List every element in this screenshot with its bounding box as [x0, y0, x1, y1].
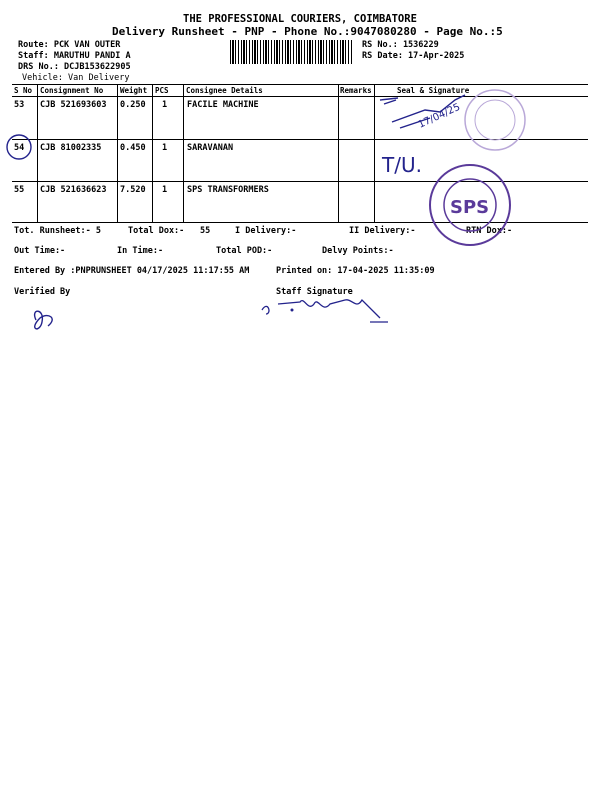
row-weight: 7.520	[120, 185, 146, 195]
printed-on: Printed on: 17-04-2025 11:35:09	[276, 266, 435, 276]
row-weight: 0.250	[120, 100, 146, 110]
i-delivery: I Delivery:-	[235, 226, 297, 236]
row-pcs: 1	[162, 143, 168, 153]
verified-signature	[35, 311, 53, 329]
in-time: In Time:-	[117, 246, 164, 256]
row2-handwritten-mark: T/U.	[382, 153, 422, 177]
staff-label: Staff: MARUTHU PANDI A	[18, 51, 131, 61]
sps-stamp-text: SPS	[450, 197, 490, 218]
col-header-seal: Seal & Signature	[397, 86, 470, 95]
staff-signature-label: Staff Signature	[276, 287, 353, 297]
row1-signature-date: 17/04/25	[416, 101, 462, 131]
sno-circle-mark	[7, 135, 31, 159]
entered-by: Entered By :PNPRUNSHEET 04/17/2025 11:17:55 AM	[14, 266, 250, 276]
row-pcs: 1	[162, 185, 168, 195]
ii-delivery: II Delivery:-	[349, 226, 416, 236]
total-pod: Total POD:-	[216, 246, 273, 256]
row-sno: 53	[14, 100, 25, 110]
faded-stamp	[465, 90, 525, 150]
drs-label: DRS No.: DCJB153622905	[18, 62, 131, 72]
row-consignment: CJB 81002335	[40, 143, 102, 153]
col-header-sno: S No	[14, 86, 33, 95]
row-consignment: CJB 521693603	[40, 100, 107, 110]
total-dox-value: 55	[200, 226, 211, 236]
row-consignment: CJB 521636623	[40, 185, 107, 195]
row-sno: 54	[14, 143, 25, 153]
out-time: Out Time:-	[14, 246, 66, 256]
staff-signature-scribble	[262, 300, 388, 322]
tot-runsheet: Tot. Runsheet:- 5	[14, 226, 101, 236]
col-header-remarks: Remarks	[340, 86, 372, 95]
col-header-consignment: Consignment No	[40, 86, 104, 95]
col-header-pcs: PCS	[155, 86, 169, 95]
row-consignee: FACILE MACHINE	[187, 100, 259, 110]
rs-date: RS Date: 17-Apr-2025	[362, 51, 465, 61]
total-dox-label: Total Dox:-	[128, 226, 185, 236]
row-weight: 0.450	[120, 143, 146, 153]
company-title: THE PROFESSIONAL COURIERS, COIMBATORE	[183, 13, 417, 25]
col-header-consignee: Consignee Details	[186, 86, 263, 95]
row-pcs: 1	[162, 100, 168, 110]
row-sno: 55	[14, 185, 25, 195]
runsheet-title: Delivery Runsheet - PNP - Phone No.:9047080280 - Page No.:5	[112, 25, 503, 38]
delvy-points: Delvy Points:-	[322, 246, 394, 256]
route-label: Route: PCK VAN OUTER	[18, 40, 121, 50]
rtn-dox: RTN Dox:-	[466, 226, 513, 236]
verified-by: Verified By	[14, 287, 71, 297]
vehicle-label: Vehicle: Van Delivery	[22, 73, 130, 83]
row-consignee: SPS TRANSFORMERS	[187, 185, 269, 195]
row-consignee: SARAVANAN	[187, 143, 234, 153]
rs-no: RS No.: 1536229	[362, 40, 439, 50]
col-header-weight: Weight	[120, 86, 148, 95]
